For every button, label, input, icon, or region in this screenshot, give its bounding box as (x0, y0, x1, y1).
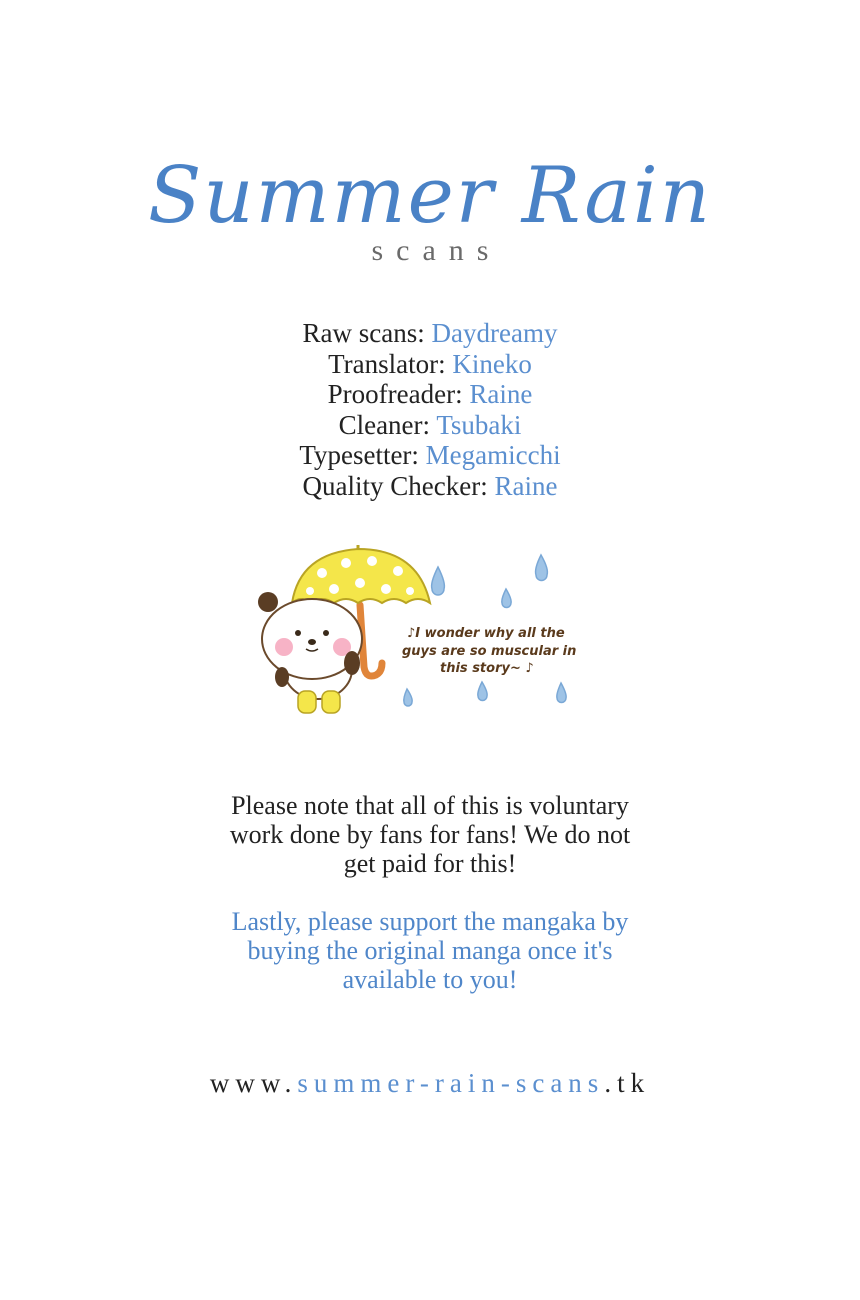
credit-role: Quality Checker: (302, 470, 488, 501)
note-line: work done by fans for fans! We do not (229, 820, 631, 849)
credit-name: Tsubaki (436, 409, 522, 440)
credit-role: Proofreader: (327, 379, 463, 409)
illustration-caption-line3: this story~ ♪ (440, 661, 534, 676)
website-prefix: www. (209, 1068, 298, 1098)
credit-name: Kineko (452, 348, 532, 379)
website-domain: summer-rain-scans (297, 1068, 605, 1098)
note-line: Please note that all of this is voluntary (231, 791, 629, 820)
credit-role: Cleaner: (338, 409, 431, 440)
voluntary-work-note (0, 791, 860, 878)
credit-role: Raw scans: (302, 318, 425, 348)
credit-raw-scans (0, 318, 860, 349)
support-line: Lastly, please support the mangaka by (231, 907, 629, 936)
credit-name: Raine (494, 470, 558, 501)
logo-subtitle: scans (371, 234, 502, 267)
credit-name: Daydreamy (431, 318, 558, 348)
credit-name: Raine (469, 379, 533, 409)
credit-typesetter (0, 440, 860, 471)
website-url[interactable] (0, 1068, 860, 1099)
credits-list (0, 318, 860, 501)
credit-translator (0, 349, 860, 380)
credit-role: Typesetter: (299, 440, 419, 470)
credit-quality-checker (0, 471, 860, 502)
credit-cleaner (0, 410, 860, 441)
logo-title: Summer Rain (147, 151, 713, 241)
illustration-caption-line2: guys are so muscular in (402, 644, 577, 659)
logo (0, 150, 860, 268)
bear-umbrella-illustration (250, 545, 610, 735)
credit-name: Megamicchi (425, 440, 561, 470)
note-line: get paid for this! (343, 849, 517, 878)
illustration-caption-line1: ♪I wonder why all the (407, 626, 565, 641)
support-line: buying the original manga once it's (247, 936, 613, 965)
credit-proofreader (0, 379, 860, 410)
credit-role: Translator: (328, 348, 446, 379)
website-suffix: .tk (604, 1068, 651, 1098)
support-line: available to you! (342, 965, 518, 994)
support-mangaka-note (0, 907, 860, 994)
